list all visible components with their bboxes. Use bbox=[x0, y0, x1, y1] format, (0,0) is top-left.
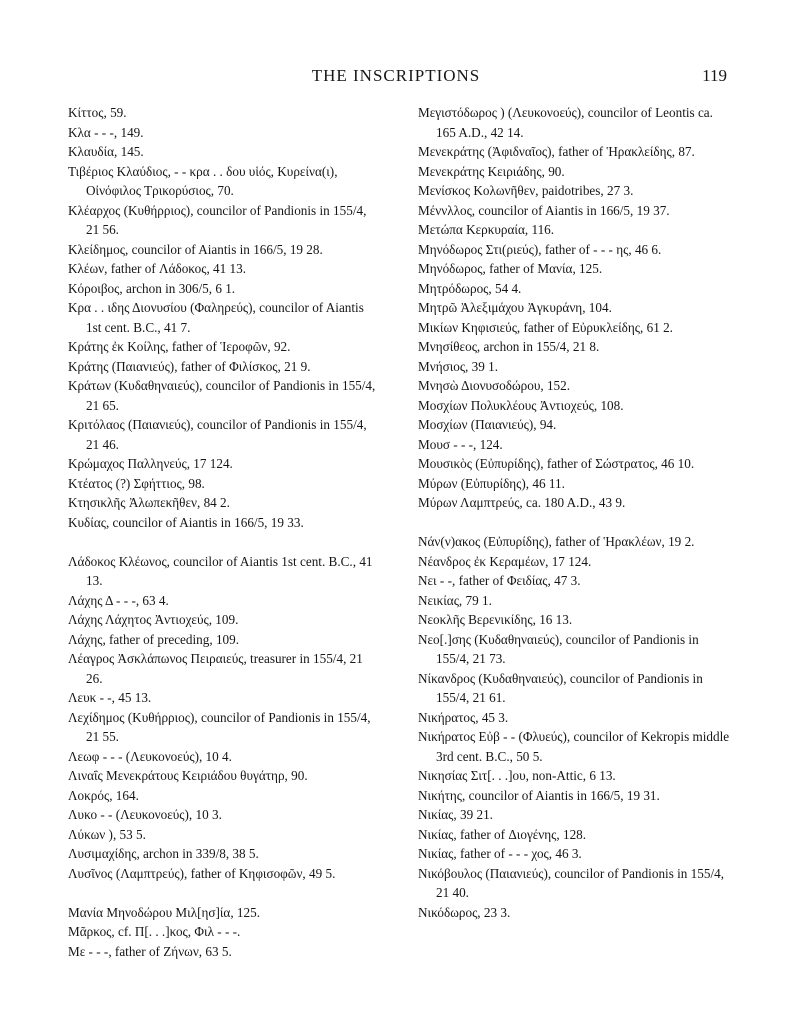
index-entry: Κίττος, 59. bbox=[68, 105, 127, 120]
index-entry: Λέαγρος Ἀσκλάπωνος Πειραιεύς, treasurer in 155/4, 21 26. bbox=[68, 651, 363, 686]
index-entry: Λάχης, father of preceding, 109. bbox=[68, 631, 240, 647]
index-entry: Μύρων (Εὐπυρίδης), 46 11. bbox=[418, 475, 565, 491]
index-entry: Κρα . . ιδης Διονυσίου (Φαληρεύς), councilor of Aiantis 1st cent. B.C., 41 7. bbox=[68, 300, 364, 335]
index-entry: Κλέων, father of Λάδοκος, 41 13. bbox=[68, 261, 247, 276]
index-entry: Μηνόδωρος, father of Μανία, 125. bbox=[418, 261, 603, 276]
index-group-mu bbox=[68, 903, 381, 962]
index-entry: Κλαυδία, 145. bbox=[68, 144, 144, 159]
index-entry: Νέανδρος ἐκ Κεραμέων, 17 124. bbox=[418, 553, 592, 569]
index-group-mu-continued bbox=[418, 103, 731, 513]
index-entry: Μοσχίων (Παιανιεύς), 94. bbox=[418, 417, 557, 432]
index-entry: Κρώμαχος Παλληνεύς, 17 124. bbox=[68, 456, 233, 471]
index-entry: Λυσιμαχίδης, archon in 339/8, 38 5. bbox=[68, 846, 259, 861]
index-entry: Μουσ - - -, 124. bbox=[418, 436, 503, 452]
index-entry: Μοσχίων Πολυκλέους Ἀντιοχεύς, 108. bbox=[418, 397, 624, 413]
group-separator bbox=[68, 883, 381, 903]
index-entry: Μεγιστόδωρος ) (Λευκονοεύς), councilor of Leontis ca. 165 A.D., 42 14. bbox=[418, 105, 713, 140]
index-entry: Λεχίδημος (Κυθήρριος), councilor of Pandionis in 155/4, 21 55. bbox=[68, 709, 371, 744]
index-entry: Μενεκράτης (Ἀφιδναῖος), father of Ἡρακλείδης, 87. bbox=[418, 144, 695, 159]
index-entry: Νικήρατος Εὐβ - - (Φλυεύς), councilor of Kekropis middle 3rd cent. B.C., 50 5. bbox=[418, 729, 730, 764]
index-entry: Νικίας, father of Διογένης, 128. bbox=[418, 826, 587, 842]
group-separator bbox=[418, 513, 731, 533]
index-entry: Κτησικλῆς Ἀλωπεκῆθεν, 84 2. bbox=[68, 495, 230, 510]
index-group-nu bbox=[418, 532, 731, 922]
index-entry: Νικόδωρος, 23 3. bbox=[418, 904, 511, 920]
index-entry: Νικησίας Σιτ[. . .]ου, non-Attic, 6 13. bbox=[418, 768, 616, 783]
index-entry: Νικήρατος, 45 3. bbox=[418, 709, 509, 725]
index-entry: Κράτων (Κυδαθηναιεύς), councilor of Pandionis in 155/4, 21 65. bbox=[68, 378, 376, 413]
index-entry: Κλα - - -, 149. bbox=[68, 124, 144, 140]
index-entry: Λάχης Λάχητος Ἀντιοχεύς, 109. bbox=[68, 612, 239, 627]
index-entry: Μενεκράτης Κειριάδης, 90. bbox=[418, 163, 565, 179]
index-entry: Νικόβουλος (Παιανιεύς), councilor of Pandionis in 155/4, 21 40. bbox=[418, 865, 725, 900]
index-entry: Κλέαρχος (Κυθήρριος), councilor of Pandionis in 155/4, 21 56. bbox=[68, 202, 367, 237]
index-entry: Κλείδημος, councilor of Aiantis in 166/5, 19 28. bbox=[68, 241, 323, 257]
index-entry: Λάχης Δ - - -, 63 4. bbox=[68, 592, 169, 608]
index-entry: Μέννλλος, councilor of Aiantis in 166/5, 19 37. bbox=[418, 202, 670, 218]
index-entry: Τιβέριος Κλαύδιος, - - κρα . . δου υἱός, Κυρείνα(ι), Οἰνόφιλος Τρικορύσιος, 70. bbox=[68, 163, 338, 198]
index-entry: Μετώπα Κερκυραία, 116. bbox=[418, 222, 555, 237]
index-entry: Λευκ - -, 45 13. bbox=[68, 690, 152, 705]
index-entry: Κτέατος (?) Σφήττιος, 98. bbox=[68, 475, 205, 491]
index-entry: Νικίας, father of - - - χος, 46 3. bbox=[418, 846, 582, 861]
index-entry: Νεο[.]σης (Κυδαθηναιεύς), councilor of Pandionis in 155/4, 21 73. bbox=[418, 631, 699, 666]
index-group-lambda bbox=[68, 552, 381, 884]
index-entry: Μανία Μηνοδώρου Μιλ[ησ]ία, 125. bbox=[68, 904, 261, 920]
index-entry: Νίκανδρος (Κυδαθηναιεύς), councilor of Pandionis in 155/4, 21 61. bbox=[418, 670, 703, 705]
index-entry: Κράτης ἐκ Κοίλης, father of Ἱεροφῶν, 92. bbox=[68, 339, 291, 354]
page-number: 119 bbox=[702, 66, 727, 85]
index-entry: Κόροιβος, archon in 306/5, 6 1. bbox=[68, 280, 236, 296]
index-entry: Μηνόδωρος Στι(ριεύς), father of - - - ης, 46 6. bbox=[418, 241, 662, 257]
index-entry: Λοκρός, 164. bbox=[68, 787, 139, 803]
index-entry: Μικίων Κηφισιεύς, father of Εὐρυκλείδης, 61 2. bbox=[418, 319, 673, 335]
index-entry: Μνήσιος, 39 1. bbox=[418, 358, 499, 374]
index-entry: Μενίσκος Κολωνῆθεν, paidotribes, 27 3. bbox=[418, 183, 634, 198]
index-entry: Λυκο - - (Λευκονοεύς), 10 3. bbox=[68, 807, 222, 822]
index-entry: Με - - -, father of Ζήνων, 63 5. bbox=[68, 943, 232, 959]
group-separator bbox=[68, 532, 381, 552]
index-entry: Λιναΐς Μενεκράτους Κειριάδου θυγάτηρ, 90. bbox=[68, 768, 308, 783]
index-entry: Μητρόδωρος, 54 4. bbox=[418, 280, 522, 296]
running-title: THE INSCRIPTIONS bbox=[311, 66, 481, 85]
index-entry: Μύρων Λαμπτρεύς, ca. 180 A.D., 43 9. bbox=[418, 495, 626, 510]
index-entry: Κράτης (Παιανιεύς), father of Φιλίσκος, 21 9. bbox=[68, 358, 311, 374]
index-entry: Λεωφ - - - (Λευκονοεύς), 10 4. bbox=[68, 748, 232, 764]
index-entry: Λυσῖνος (Λαμπτρεύς), father of Κηφισοφῶν, 49 5. bbox=[68, 865, 336, 881]
index-entry: Λύκων ), 53 5. bbox=[68, 826, 146, 842]
index-entry: Νει - -, father of Φειδίας, 47 3. bbox=[418, 573, 581, 588]
index-entry: Νεοκλῆς Βερενικίδης, 16 13. bbox=[418, 612, 573, 627]
index-entry: Νικήτης, councilor of Aiantis in 166/5, 19 31. bbox=[418, 787, 660, 803]
left-column bbox=[68, 103, 381, 961]
index-entry: Μνησὼ Διονυσοδώρου, 152. bbox=[418, 378, 571, 393]
index-entry: Νάν(ν)ακος (Εὐπυρίδης), father of Ἡρακλέων, 19 2. bbox=[418, 534, 695, 549]
index-entry: Κριτόλαος (Παιανιεύς), councilor of Pandionis in 155/4, 21 46. bbox=[68, 417, 367, 452]
index-entry: Κυδίας, councilor of Aiantis in 166/5, 19 33. bbox=[68, 514, 304, 530]
right-column bbox=[418, 103, 731, 922]
index-entry: Μνησίθεος, archon in 155/4, 21 8. bbox=[418, 339, 600, 354]
index-entry: Νεικίας, 79 1. bbox=[418, 592, 492, 608]
index-entry: Μητρῶ Ἀλεξιμάχου Ἀγκυράνη, 104. bbox=[418, 300, 612, 315]
index-group-kappa bbox=[68, 103, 381, 532]
index-entry: Μουσικὸς (Εὐπυρίδης), father of Σώστρατος, 46 10. bbox=[418, 456, 695, 471]
index-entry: Λάδοκος Κλέωνος, councilor of Aiantis 1st cent. B.C., 41 13. bbox=[68, 553, 373, 588]
index-entry: Μᾶρκος, cf. Π[. . .]κος, Φιλ - - -. bbox=[68, 924, 241, 939]
page-header bbox=[0, 66, 792, 88]
index-entry: Νικίας, 39 21. bbox=[418, 807, 493, 822]
